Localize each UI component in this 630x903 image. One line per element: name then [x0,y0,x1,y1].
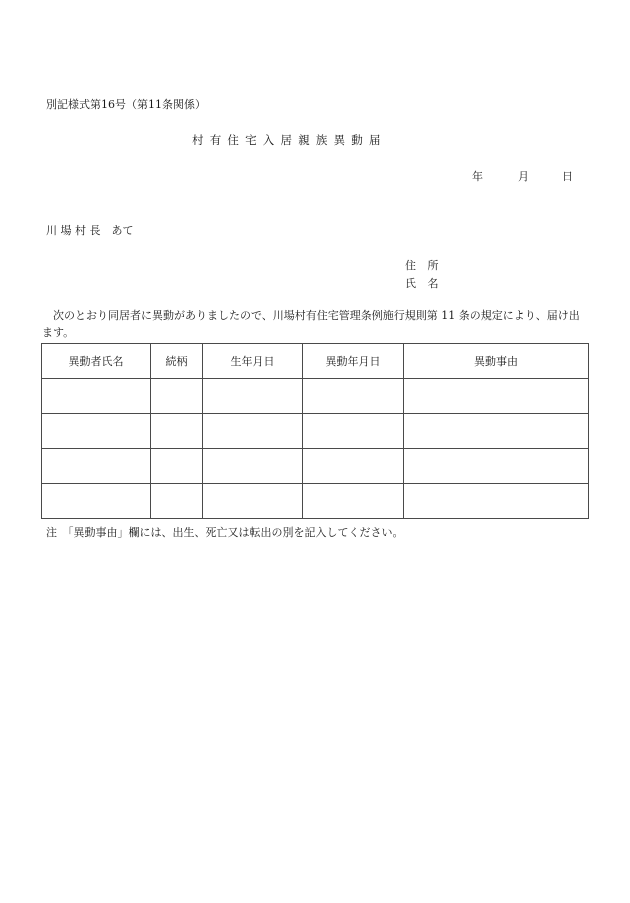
table-row [42,484,589,519]
header-relationship: 続柄 [151,344,203,379]
cell-change-reason[interactable] [404,414,589,449]
table-row [42,449,589,484]
cell-relationship[interactable] [151,484,203,519]
cell-person-name[interactable] [42,414,151,449]
applicant-address-label: 住 所 [405,259,443,272]
cell-change-date[interactable] [303,484,404,519]
footnote: 注 「異動事由」欄には、出生、死亡又は転出の別を記入してください。 [46,526,404,539]
cell-person-name[interactable] [42,484,151,519]
cell-birth-date[interactable] [203,414,303,449]
cell-change-date[interactable] [303,449,404,484]
header-change-date: 異動年月日 [303,344,404,379]
date-day-label: 日 [562,170,573,183]
cell-birth-date[interactable] [203,379,303,414]
change-notice-table [41,343,589,519]
cell-change-date[interactable] [303,414,404,449]
table-header-row [42,344,589,379]
cell-relationship[interactable] [151,449,203,484]
cell-change-reason[interactable] [404,379,589,414]
cell-change-reason[interactable] [404,484,589,519]
date-month-label: 月 [518,170,529,183]
cell-birth-date[interactable] [203,449,303,484]
cell-relationship[interactable] [151,414,203,449]
form-number: 別記様式第16号（第11条関係） [46,98,206,111]
cell-relationship[interactable] [151,379,203,414]
table-row [42,379,589,414]
header-birth-date: 生年月日 [203,344,303,379]
cell-person-name[interactable] [42,379,151,414]
applicant-name-label: 氏 名 [405,277,443,290]
cell-person-name[interactable] [42,449,151,484]
date-year-label: 年 [472,170,483,183]
cell-change-reason[interactable] [404,449,589,484]
cell-change-date[interactable] [303,379,404,414]
cell-birth-date[interactable] [203,484,303,519]
body-text: 次のとおり同居者に異動がありましたので、川場村有住宅管理条例施行規則第 11 条の規定により、届け出ます。 [42,309,580,339]
addressee: 川 場 村 長 あて [46,224,134,237]
document-title: 村有住宅入居親族異動届 [192,133,387,147]
header-change-reason: 異動事由 [404,344,589,379]
table-row [42,414,589,449]
header-person-name: 異動者氏名 [42,344,151,379]
